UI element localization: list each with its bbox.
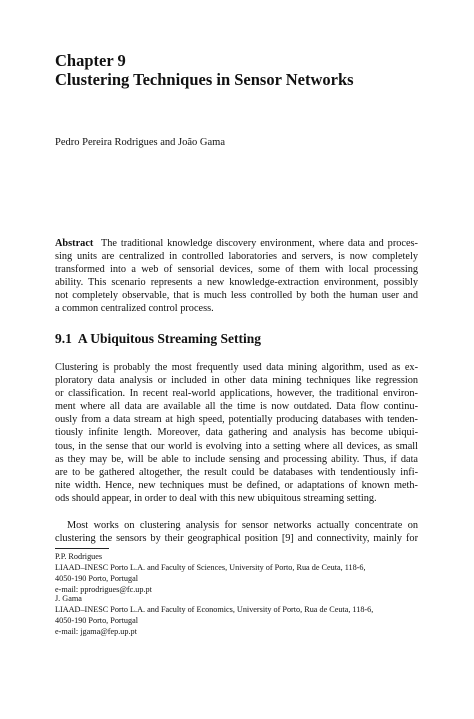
abstract-label: Abstract [55,238,94,249]
chapter-authors: Pedro Pereira Rodrigues and João Gama [55,137,225,148]
section-heading [55,331,261,347]
footnote-divider [55,548,109,549]
abstract [55,237,418,316]
section-title: A Ubiquitous Streaming Setting [77,331,262,346]
abstract-line: a common centralized control process. [55,303,214,315]
body-line: ously from a data stream at high speed, potentially producing databases with tenden- [55,414,418,426]
abstract-line: ability. This scenario represents a new knowledge-extraction environment, possibly [55,277,418,289]
footnote-email: e-mail: pprodrigues@fc.up.pt [55,585,152,594]
body-paragraph-2 [55,519,418,545]
body-line: tiously infinite length. Moreover, data gathering and analysis has become ubiqui- [55,427,418,439]
body-line: Most works on clustering analysis for sensor networks actually concentrate on [67,520,418,531]
body-line: ploratory data analysis or included in other data mining techniques like regression [55,375,418,387]
footnote-email: e-mail: jgama@fep.up.pt [55,627,137,636]
chapter-title: Clustering Techniques in Sensor Networks [55,70,354,89]
footnote-line: LIAAD–INESC Porto L.A. and Faculty of Sciences, University of Porto, Rua de Ceuta, 118-6, [55,563,366,572]
author-footnote-rodrigues [55,551,418,595]
section-number: 9.1 [55,331,72,346]
body-line: clustering the sensors by their geographical position [9] and connectivity, mainly for [55,533,418,545]
footnote-line: 4050-190 Porto, Portugal [55,574,139,583]
abstract-line-text: The traditional knowledge discovery environment, where data and proces- [100,238,418,249]
footnote-line: P.P. Rodrigues [55,552,103,561]
chapter-number: Chapter 9 [55,51,126,70]
body-paragraph-1 [55,361,418,505]
body-line: ment where all data are available all the time is now outdated. Data flow continu- [55,401,418,413]
abstract-line: not completely observable, that is much less controlled by both the human user and [55,290,418,302]
body-line: ods should appear, in order to deal with this new ubiquitous streaming setting. [55,492,377,504]
footnote-line: LIAAD–INESC Porto L.A. and Faculty of Economics, University of Porto, Rua de Ceuta, 118-6, [55,605,374,614]
abstract-line [55,237,418,250]
abstract-line: transformed into a web of sensorial devices, some of them with local processing [55,264,418,276]
author-footnote-gama [55,593,418,637]
abstract-line: sing units are centralized in controlled laboratories and servers, is now completely [55,251,418,263]
body-line: nite width. Hence, new techniques must be defined, or adaptations of known meth- [55,479,418,491]
body-line: as they may be, will be able to include sensing and processing ability. Thus, if data [55,453,418,465]
body-line: or classification. In recent real-world applications, however, the traditional environ- [55,388,418,400]
body-line: Clustering is probably the most frequently used data mining algorithm, used as ex- [55,362,418,373]
body-line: tous, in the sense that our world is evolving into a setting where all devices, as small [55,440,418,452]
footnote-line: J. Gama [55,594,82,603]
footnote-line: 4050-190 Porto, Portugal [55,616,139,625]
body-line: are to be gathered altogether, the result could be databases with tendentiously infi- [55,466,418,478]
